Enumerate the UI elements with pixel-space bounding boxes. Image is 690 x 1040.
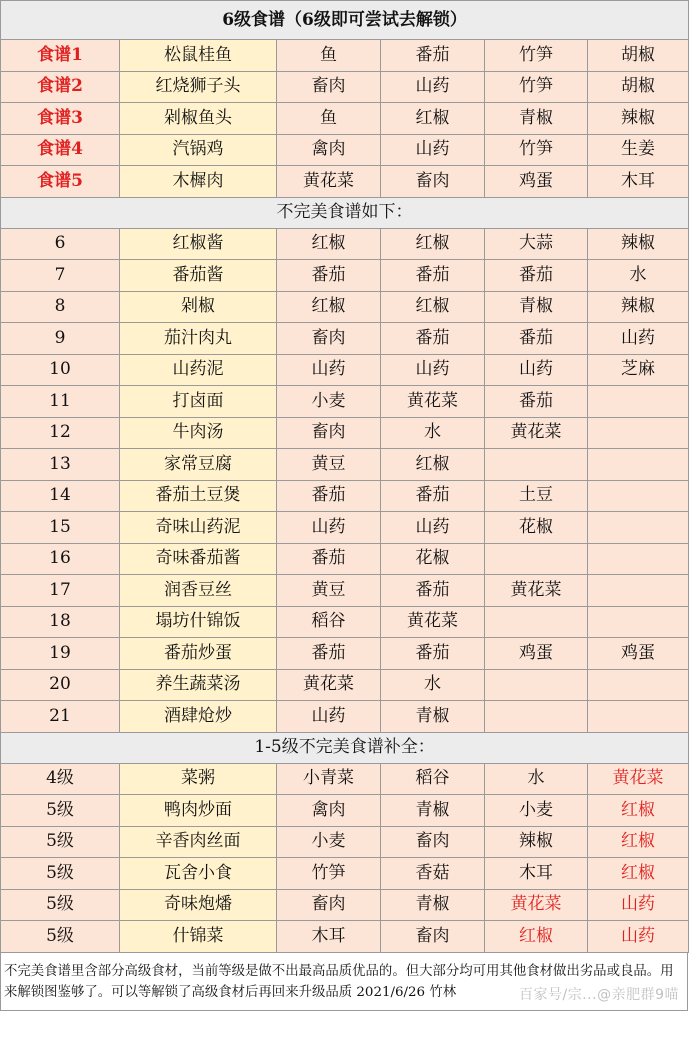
ingredient-cell: 番茄 [277,543,381,575]
ingredient-cell: 竹笋 [485,71,588,103]
recipe-label: 20 [1,669,120,701]
recipe-name: 松鼠桂鱼 [120,40,277,72]
ingredient-cell: 番茄 [381,638,485,670]
recipe-label: 21 [1,701,120,733]
ingredient-cell: 红椒 [381,449,485,481]
recipe-name: 辛香肉丝面 [120,826,277,858]
ingredient-cell: 小麦 [277,826,381,858]
recipe-row [1,669,689,701]
recipe-name: 奇味番茄酱 [120,543,277,575]
recipe-row [1,228,689,260]
ingredient-cell: 番茄 [485,323,588,355]
ingredient-cell [588,575,689,607]
recipe-label: 13 [1,449,120,481]
ingredient-cell: 竹笋 [277,858,381,890]
recipe-label: 5级 [1,889,120,921]
recipe-name: 奇味山药泥 [120,512,277,544]
recipe-row [1,638,689,670]
ingredient-cell [588,449,689,481]
recipe-name: 奇味炮燔 [120,889,277,921]
recipe-name: 养生蔬菜汤 [120,669,277,701]
ingredient-cell: 红椒 [277,228,381,260]
ingredient-cell [588,669,689,701]
ingredient-cell: 红椒 [381,228,485,260]
section-heading-low-level: 1-5级不完美食谱补全： [1,732,689,763]
recipe-label: 食谱5 [1,166,120,198]
ingredient-cell: 黄花菜 [485,575,588,607]
ingredient-cell: 辣椒 [588,103,689,135]
ingredient-cell: 红椒 [588,826,689,858]
recipe-row [1,543,689,575]
ingredient-cell: 黄花菜 [277,166,381,198]
section-heading-low-level-row [1,732,689,763]
ingredient-cell: 畜肉 [277,71,381,103]
ingredient-cell: 番茄 [277,638,381,670]
ingredient-cell: 禽肉 [277,134,381,166]
recipe-name: 润香豆丝 [120,575,277,607]
ingredient-cell: 畜肉 [381,166,485,198]
ingredient-cell: 山药 [588,323,689,355]
ingredient-cell: 辣椒 [588,228,689,260]
ingredient-cell: 番茄 [277,260,381,292]
ingredient-cell: 黄花菜 [381,386,485,418]
ingredient-cell: 山药 [381,354,485,386]
recipe-name: 剁椒 [120,291,277,323]
ingredient-cell: 番茄 [381,260,485,292]
ingredient-cell [588,606,689,638]
recipe-name: 红椒酱 [120,228,277,260]
ingredient-cell: 山药 [485,354,588,386]
ingredient-cell: 山药 [277,701,381,733]
recipe-label: 6 [1,228,120,260]
footnote [0,953,688,1011]
table-title: 6级食谱（6级即可尝试去解锁） [1,1,689,40]
recipe-row [1,166,689,198]
recipe-label: 5级 [1,858,120,890]
ingredient-cell: 黄花菜 [485,889,588,921]
ingredient-cell [485,701,588,733]
recipe-name: 酒肆炝炒 [120,701,277,733]
recipe-row [1,763,689,795]
ingredient-cell: 红椒 [381,291,485,323]
ingredient-cell [485,449,588,481]
ingredient-cell: 青椒 [485,103,588,135]
recipe-name: 剁椒鱼头 [120,103,277,135]
ingredient-cell: 木耳 [277,921,381,953]
ingredient-cell: 鸡蛋 [485,166,588,198]
recipe-name: 汽锅鸡 [120,134,277,166]
ingredient-cell: 山药 [381,512,485,544]
recipe-row [1,103,689,135]
ingredient-cell: 青椒 [381,889,485,921]
recipe-row [1,575,689,607]
ingredient-cell: 花椒 [381,543,485,575]
ingredient-cell: 竹笋 [485,40,588,72]
recipe-name: 番茄土豆煲 [120,480,277,512]
ingredient-cell: 香菇 [381,858,485,890]
recipe-row [1,134,689,166]
ingredient-cell: 小麦 [485,795,588,827]
recipe-label: 5级 [1,795,120,827]
recipe-name: 山药泥 [120,354,277,386]
recipe-label: 14 [1,480,120,512]
ingredient-cell: 畜肉 [381,826,485,858]
ingredient-cell [588,480,689,512]
recipe-name: 茄汁肉丸 [120,323,277,355]
recipe-row [1,417,689,449]
recipe-row [1,291,689,323]
ingredient-cell: 山药 [588,889,689,921]
recipe-label: 16 [1,543,120,575]
recipe-label: 15 [1,512,120,544]
ingredient-cell: 青椒 [381,701,485,733]
ingredient-cell: 番茄 [381,323,485,355]
ingredient-cell: 土豆 [485,480,588,512]
ingredient-cell: 黄花菜 [588,763,689,795]
recipe-label: 17 [1,575,120,607]
ingredient-cell [588,543,689,575]
recipe-name: 菜粥 [120,763,277,795]
recipe-label: 19 [1,638,120,670]
recipe-row [1,354,689,386]
recipe-name: 牛肉汤 [120,417,277,449]
recipe-name: 瓦舍小食 [120,858,277,890]
ingredient-cell: 番茄 [381,575,485,607]
ingredient-cell: 鱼 [277,103,381,135]
recipe-row [1,480,689,512]
ingredient-cell: 山药 [277,354,381,386]
ingredient-cell: 稻谷 [277,606,381,638]
recipe-name: 家常豆腐 [120,449,277,481]
recipe-row [1,40,689,72]
recipe-label: 4级 [1,763,120,795]
ingredient-cell: 胡椒 [588,40,689,72]
ingredient-cell: 小青菜 [277,763,381,795]
ingredient-cell: 木耳 [588,166,689,198]
ingredient-cell: 水 [588,260,689,292]
recipe-label: 12 [1,417,120,449]
recipe-row [1,449,689,481]
table-title-row [1,1,689,40]
ingredient-cell: 鸡蛋 [485,638,588,670]
ingredient-cell: 山药 [381,71,485,103]
ingredient-cell: 青椒 [485,291,588,323]
ingredient-cell: 畜肉 [277,417,381,449]
recipe-label: 9 [1,323,120,355]
recipe-label: 5级 [1,921,120,953]
ingredient-cell: 番茄 [277,480,381,512]
ingredient-cell: 鸡蛋 [588,638,689,670]
recipe-row [1,795,689,827]
recipe-name: 打卤面 [120,386,277,418]
recipe-row [1,889,689,921]
ingredient-cell: 山药 [381,134,485,166]
recipe-label: 11 [1,386,120,418]
ingredient-cell: 辣椒 [485,826,588,858]
ingredient-cell: 稻谷 [381,763,485,795]
watermark: 百家号/宗...@亲肥群9喵 [519,986,679,1003]
recipe-row [1,858,689,890]
ingredient-cell: 番茄 [381,480,485,512]
ingredient-cell: 红椒 [485,921,588,953]
ingredient-cell [485,669,588,701]
recipe-label: 5级 [1,826,120,858]
ingredient-cell [588,701,689,733]
ingredient-cell: 黄花菜 [381,606,485,638]
recipe-name: 番茄炒蛋 [120,638,277,670]
ingredient-cell: 黄豆 [277,575,381,607]
ingredient-cell: 山药 [588,921,689,953]
recipe-row [1,260,689,292]
ingredient-cell: 畜肉 [381,921,485,953]
ingredient-cell [485,606,588,638]
ingredient-cell: 黄花菜 [485,417,588,449]
ingredient-cell: 青椒 [381,795,485,827]
section-heading-imperfect: 不完美食谱如下： [1,197,689,228]
recipe-row [1,921,689,953]
ingredient-cell [588,512,689,544]
recipe-name: 木樨肉 [120,166,277,198]
ingredient-cell: 番茄 [485,386,588,418]
recipe-name: 什锦菜 [120,921,277,953]
ingredient-cell: 水 [381,669,485,701]
ingredient-cell: 黄花菜 [277,669,381,701]
ingredient-cell: 红椒 [588,795,689,827]
ingredient-cell: 辣椒 [588,291,689,323]
recipe-label: 18 [1,606,120,638]
recipe-row [1,71,689,103]
ingredient-cell: 芝麻 [588,354,689,386]
recipe-row [1,606,689,638]
recipe-name: 塌坊什锦饭 [120,606,277,638]
ingredient-cell: 木耳 [485,858,588,890]
recipe-row [1,323,689,355]
recipe-name: 红烧狮子头 [120,71,277,103]
ingredient-cell: 红椒 [381,103,485,135]
ingredient-cell: 红椒 [277,291,381,323]
ingredient-cell: 畜肉 [277,323,381,355]
ingredient-cell: 禽肉 [277,795,381,827]
ingredient-cell: 花椒 [485,512,588,544]
recipe-label: 食谱4 [1,134,120,166]
recipe-row [1,386,689,418]
ingredient-cell [485,543,588,575]
section-heading-imperfect-row [1,197,689,228]
recipe-name: 鸭肉炒面 [120,795,277,827]
ingredient-cell: 黄豆 [277,449,381,481]
ingredient-cell: 大蒜 [485,228,588,260]
recipe-row [1,701,689,733]
ingredient-cell: 番茄 [485,260,588,292]
ingredient-cell: 鱼 [277,40,381,72]
ingredient-cell: 胡椒 [588,71,689,103]
ingredient-cell: 生姜 [588,134,689,166]
recipe-label: 食谱1 [1,40,120,72]
ingredient-cell: 畜肉 [277,889,381,921]
ingredient-cell: 红椒 [588,858,689,890]
recipe-label: 食谱3 [1,103,120,135]
recipe-row [1,512,689,544]
recipe-name: 番茄酱 [120,260,277,292]
recipe-label: 8 [1,291,120,323]
ingredient-cell [588,386,689,418]
ingredient-cell: 番茄 [381,40,485,72]
recipe-row [1,826,689,858]
footnote-text: 不完美食谱里含部分高级食材，当前等级是做不出最高品质优品的。但大部分均可用其他食材做出劣品或良品。用来解锁图鉴够了。可以等解锁了高级食材后再回来升级品质 2021/6/26 竹林 [4,963,674,1000]
ingredient-cell: 水 [381,417,485,449]
recipe-label: 食谱2 [1,71,120,103]
ingredient-cell: 竹笋 [485,134,588,166]
recipe-label: 10 [1,354,120,386]
ingredient-cell: 水 [485,763,588,795]
recipe-label: 7 [1,260,120,292]
ingredient-cell: 小麦 [277,386,381,418]
ingredient-cell: 山药 [277,512,381,544]
ingredient-cell [588,417,689,449]
